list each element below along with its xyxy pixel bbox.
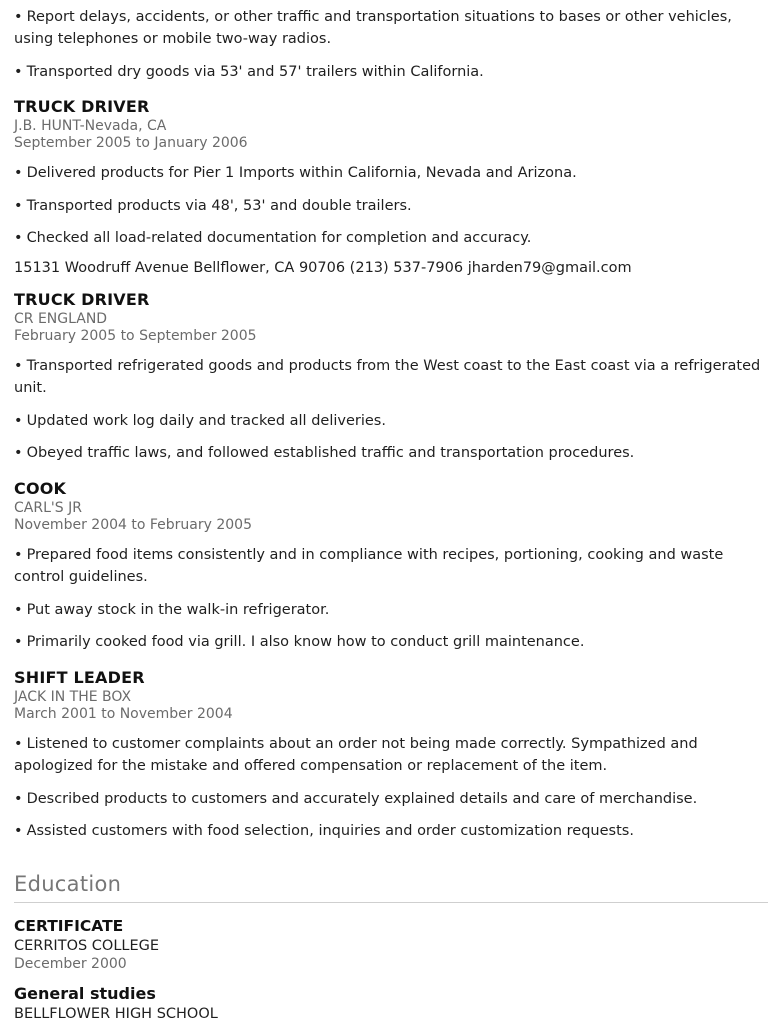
bullet-glyph-icon: • bbox=[14, 197, 23, 214]
job-dates: September 2005 to January 2006 bbox=[14, 135, 248, 152]
bullet-text: Obeyed traffic laws, and followed established traffic and transportation procedures. bbox=[26, 445, 635, 462]
list-item bbox=[14, 544, 768, 589]
bullet-glyph-icon: • bbox=[14, 63, 23, 80]
bullet-text: Transported dry goods via 53' and 57' trailers within California. bbox=[26, 63, 484, 80]
job-dates: February 2005 to September 2005 bbox=[14, 327, 257, 344]
job-title: TRUCK DRIVER bbox=[14, 289, 150, 309]
section-divider bbox=[14, 902, 768, 903]
section-heading-education: Education bbox=[14, 872, 122, 897]
bullet-text: Checked all load-related documentation for completion and accuracy. bbox=[26, 230, 532, 247]
list-item bbox=[14, 162, 768, 184]
bullet-text: Primarily cooked food via grill. I also know how to conduct grill maintenance. bbox=[26, 634, 585, 651]
bullet-glyph-icon: • bbox=[14, 445, 23, 462]
job-company: CARL'S JR bbox=[14, 499, 82, 516]
bullet-text: Described products to customers and accurately explained details and care of merchandise. bbox=[26, 790, 698, 807]
education-school: CERRITOS COLLEGE bbox=[14, 938, 160, 955]
bullet-glyph-icon: • bbox=[14, 165, 23, 182]
contact-line: 15131 Woodruff Avenue Bellflower, CA 90706 (213) 537-7906 jharden79@gmail.com bbox=[14, 259, 632, 276]
bullet-glyph-icon: • bbox=[14, 357, 23, 374]
bullet-glyph-icon: • bbox=[14, 634, 23, 651]
list-item bbox=[14, 442, 768, 464]
list-item bbox=[14, 788, 768, 810]
list-item bbox=[14, 227, 768, 249]
list-item bbox=[14, 599, 768, 621]
bullet-text: Listened to customer complaints about an order not being made correctly. Sympathized and apologized for the mistake and offered compensation or replacement of the item. bbox=[14, 735, 698, 775]
job-title: COOK bbox=[14, 478, 67, 498]
job-title: SHIFT LEADER bbox=[14, 667, 145, 687]
bullet-glyph-icon: • bbox=[14, 790, 23, 807]
bullet-glyph-icon: • bbox=[14, 822, 23, 839]
list-item bbox=[14, 6, 768, 51]
list-item bbox=[14, 61, 768, 83]
job-company: J.B. HUNT-Nevada, CA bbox=[14, 118, 167, 135]
bullet-text: Assisted customers with food selection, inquiries and order customization requests. bbox=[26, 822, 634, 839]
job-company: CR ENGLAND bbox=[14, 310, 108, 327]
bullet-text: Report delays, accidents, or other traffic and transportation situations to bases or other vehicles, using telephones or mobile two-way radios. bbox=[14, 9, 732, 48]
job-dates: November 2004 to February 2005 bbox=[14, 516, 252, 533]
list-item bbox=[14, 355, 768, 400]
bullet-glyph-icon: • bbox=[14, 546, 23, 563]
education-date: December 2000 bbox=[14, 956, 127, 973]
bullet-glyph-icon: • bbox=[14, 9, 23, 25]
bullet-text: Put away stock in the walk-in refrigerator. bbox=[26, 601, 330, 618]
list-item bbox=[14, 820, 768, 842]
bullet-text: Prepared food items consistently and in compliance with recipes, portioning, cooking and waste control guidelines. bbox=[14, 546, 724, 586]
bullet-text: Delivered products for Pier 1 Imports within California, Nevada and Arizona. bbox=[26, 165, 577, 182]
bullet-text: Updated work log daily and tracked all deliveries. bbox=[26, 412, 386, 429]
bullet-text: Transported products via 48', 53' and double trailers. bbox=[26, 197, 412, 214]
education-title: General studies bbox=[14, 984, 156, 1004]
bullet-glyph-icon: • bbox=[14, 412, 23, 429]
job-title: TRUCK DRIVER bbox=[14, 97, 150, 117]
education-school: BELLFLOWER HIGH SCHOOL bbox=[14, 1006, 218, 1023]
job-company: JACK IN THE BOX bbox=[14, 688, 132, 705]
list-item bbox=[14, 631, 768, 653]
list-item bbox=[14, 410, 768, 432]
education-title: CERTIFICATE bbox=[14, 917, 124, 936]
list-item bbox=[14, 733, 768, 778]
list-item bbox=[14, 195, 768, 217]
bullet-glyph-icon: • bbox=[14, 735, 23, 752]
job-dates: March 2001 to November 2004 bbox=[14, 705, 233, 722]
bullet-text: Transported refrigerated goods and products from the West coast to the East coast via a refrigerated unit. bbox=[14, 357, 761, 397]
bullet-glyph-icon: • bbox=[14, 601, 23, 618]
bullet-glyph-icon: • bbox=[14, 230, 23, 247]
